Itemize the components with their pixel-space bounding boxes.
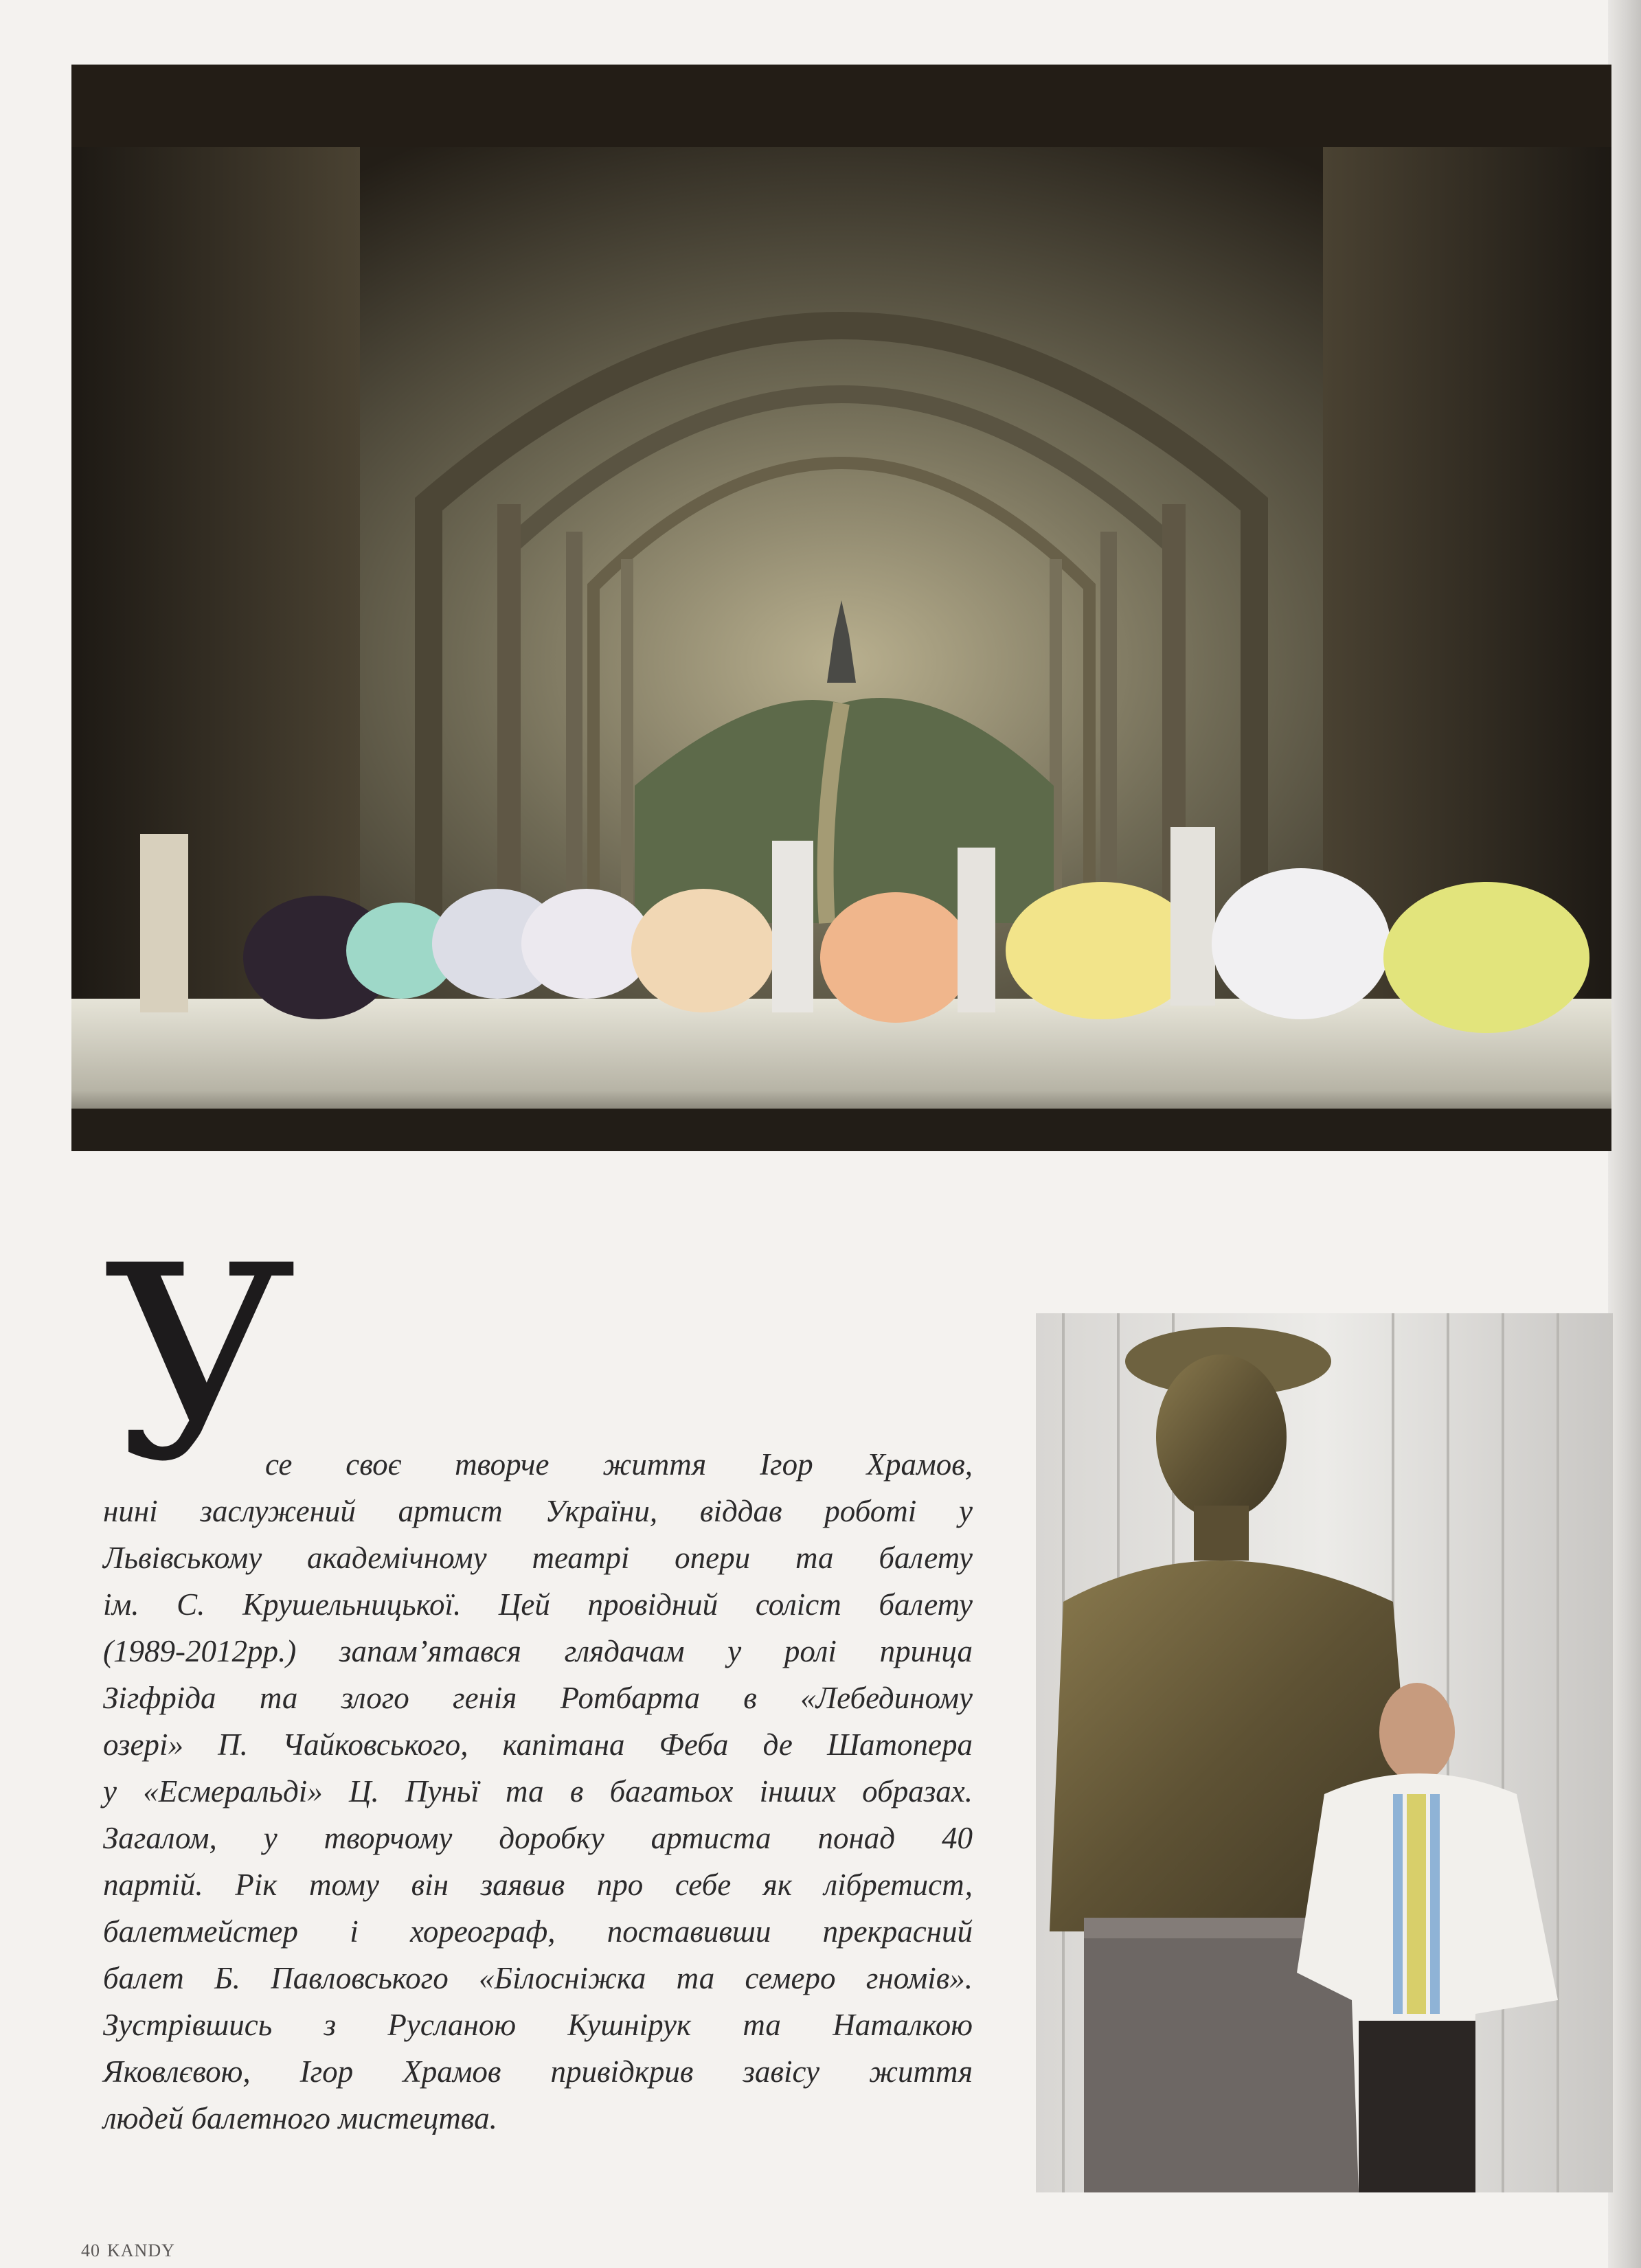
article-paragraph: [103, 1441, 973, 2142]
paragraph-line: Зігфріда та злого генія Ротбарта в «Лебединому: [103, 1681, 973, 1715]
page-footer: [81, 2241, 182, 2261]
paragraph-line: Зустрівшись з Русланою Кушнірук та Наталкою: [103, 2008, 973, 2042]
paragraph-line: ім. С. Крушельницької. Цей провідний соліст балету: [103, 1587, 973, 1622]
article-body: [103, 1208, 975, 2150]
paragraph-line: Загалом, у творчому доробку артиста понад 40: [103, 1821, 973, 1855]
page-number: 40: [81, 2241, 100, 2260]
paragraph-line: балет Б. Павловського «Білосніжка та семеро гномів».: [103, 1961, 973, 1995]
paragraph-line: озері» П. Чайковського, капітана Феба де Шатопера: [103, 1727, 973, 1762]
paragraph-line: балетмейстер і хореограф, поставивши прекрасний: [103, 1914, 973, 1949]
paragraph-line: Львівському академічному театрі опери та балету: [103, 1541, 973, 1575]
paragraph-line: у «Есмеральді» Ц. Пуньї та в багатьох інших образах.: [103, 1774, 973, 1808]
paragraph-line: Яковлєвою, Ігор Храмов привідкрив завісу життя: [103, 2054, 973, 2089]
ballet-stage-photo: [71, 65, 1611, 1151]
drop-cap: У: [103, 1208, 297, 1520]
paragraph-line: се своє творче життя Ігор Храмов,: [265, 1447, 973, 1482]
paragraph-line: нині заслужений артист України, віддав роботі у: [103, 1494, 973, 1528]
page-spine-shadow: [1608, 0, 1641, 2268]
magazine-name: KANDY: [107, 2241, 175, 2260]
bronze-statue-portrait-photo: [1036, 1313, 1613, 2192]
paragraph-line: (1989-2012рр.) запам’ятався глядачам у ролі принца: [103, 1634, 973, 1668]
paragraph-line: людей балетного мистецтва.: [103, 2101, 497, 2135]
paragraph-line: партій. Рік тому він заявив про себе як лібретист,: [103, 1868, 973, 1902]
